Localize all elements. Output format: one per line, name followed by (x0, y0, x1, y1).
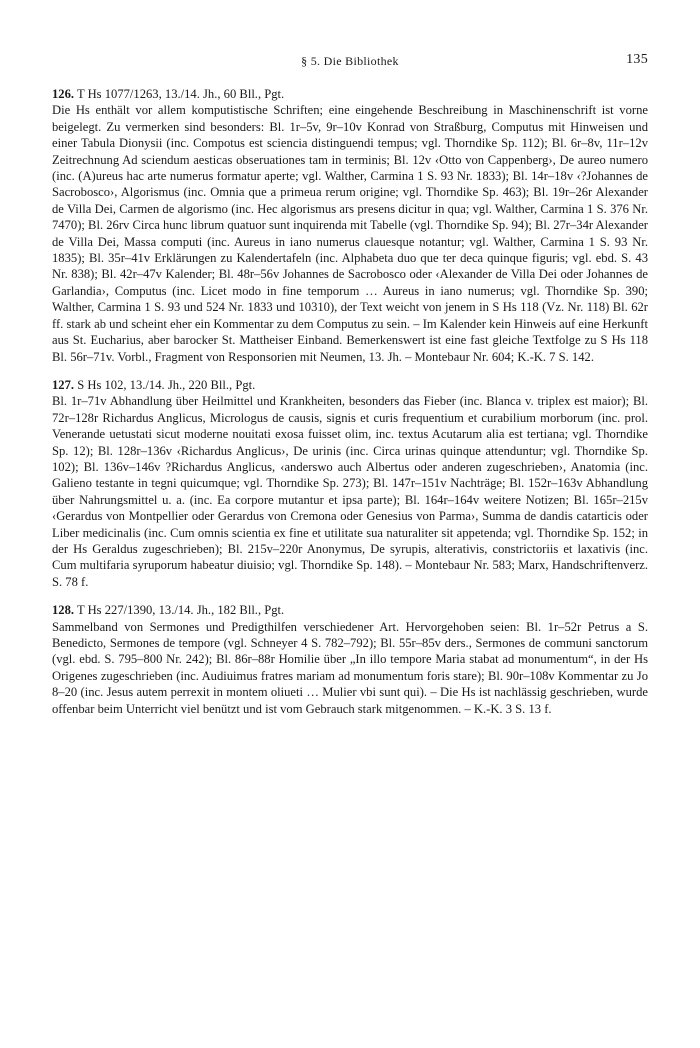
section-title: § 5. Die Bibliothek (301, 54, 399, 68)
running-head (52, 52, 648, 74)
entry-heading (52, 602, 648, 618)
catalog-entry-126 (52, 86, 648, 365)
document-page (52, 52, 648, 1012)
entry-heading (52, 377, 648, 393)
entry-description: Die Hs enthält vor allem komputistische Schriften; eine eingehende Beschreibung in Maschinenschrift ist vorne beigelegt. Zu vermerken sind besonders: Bl. 1r–5v, 9r–10v Konrad von Straßburg, Computus mit Hinweisen und einer Tabula Dionysii (inc. Compotus est sciencia distinguendi tempus; vgl. Thorndike Sp. 112); Bl. 6r–8v, 11r–12v Zeitrechnung Ad sciendum aesticas obseruationes tam in terminis; Bl. 12v ‹Otto von Cappenberg›, De aureo numero (inc. (A)ureus hac arte numerus formatur aperte; vgl. Walther, Carmina 1 S. 93 Nr. 1833); Bl. 14r–18v ‹?Johannes de Sacrobosco›, Algorismus (inc. Omnia que a primeua rerum origine; vgl. Thorndike Sp. 463); Bl. 19r–26r Alexander de Villa Dei, Carmen de algorismo (inc. Hec algorismus ars presens dicitur in qua; vgl. Walther, Carmina 1 S. 376 Nr. 7470); Bl. 26rv Circa hunc librum quatuor sunt inquirenda mit Tabelle (vgl. Thorndike Sp. 94); Bl. 27r–34r Alexander de Villa Dei, Massa computi (inc. Aureus in iano numerus clauesque notantur; vgl. Walther, Carmina 1 S. 93 Nr. 1835); Bl. 35r–41v Erklärungen zu Kalendertafeln (inc. Alphabeta duo que ter deca quinque figuris; vgl. ebd. S. 43 Nr. 838); Bl. 42r–47v Kalender; Bl. 48r–56v Johannes de Sacrobosco oder ‹Alexander de Villa Dei oder Johannes de Garlandia›, Computus (inc. Licet modo in fine temporum … Aureus in iano numerus; vgl. Thorndike Sp. 390; Walther, Carmina 1 S. 93 und 524 Nr. 1833 und 10310), der Text weicht von jenem in S Hs 118 (Vz. Nr. 118) Bl. 62r ff. stark ab und scheint eher ein Kommentar zu dem Computus zu sein. – Im Kalender kein Hinweis auf eine Herkunft aus St. Eucharius, aber barocker St. Mattheiser Einband. Bemerkenswert ist eine fast gleiche Textfolge zu S Hs 118 Bl. 56r–71v. Vorbl., Fragment von Responsorien mit Neumen, 13. Jh. – Montebaur Nr. 604; K.-K. 7 S. 142. (52, 103, 648, 364)
entry-heading (52, 86, 648, 102)
entry-description: Sammelband von Sermones und Predigthilfen verschiedener Art. Hervorgehoben seien: Bl. 1r–52r Petrus a S. Benedicto, Sermones de tempore (vgl. Schneyer 4 S. 782–792); Bl. 55r–85v ders., Sermones de communi sanctorum (vgl. ebd. S. 795–800 Nr. 242); Bl. 86r–88r Homilie über „In illo tempore Maria stabat ad monumentum“, in der Hs Origenes zugeschrieben (inc. Audiuimus fratres mariam ad monumentum foris stare); Bl. 90r–108v Kommentar zu Jo 8–20 (inc. Jesus autem perrexit in montem oliueti … Mulier vbi sunt qui). – Die Hs ist nachlässig geschrieben, wurde offenbar beim Unterricht viel benützt und ist vom Gebrauch stark mitgenommen. – K.-K. 3 S. 13 f. (52, 619, 648, 716)
page-number: 135 (626, 52, 648, 67)
catalog-entry-127 (52, 377, 648, 590)
entry-shelfmark: S Hs 102, 13./14. Jh., 220 Bll., Pgt. (77, 377, 256, 392)
entry-number: 128. (52, 603, 75, 618)
entry-shelfmark: T Hs 227/1390, 13./14. Jh., 182 Bll., Pgt. (76, 603, 285, 618)
entry-description: Bl. 1r–71v Abhandlung über Heilmittel und Krankheiten, besonders das Fieber (inc. Blanca v. triplex est maior); Bl. 72r–128r Richardus Anglicus, Micrologus de causis, signis et curis frequentium et curabilium morborum (inc. prol. Venerande uetustati sicut moderne nouitati exosa fuisset olim, inc. textus Acutarum alia est tertiana; vgl. Thorndike Sp. 12); Bl. 128r–136v ‹Richardus Anglicus›, De urinis (inc. Circa urinas quinque attenduntur; vgl. Thorndike Sp. 102); Bl. 136v–146v ?Richardus Anglicus, ‹anderswo auch Albertus oder anderen zugeschrieben›, Anatomia (inc. Galieno testante in tegni quicumque; vgl. Thorndike Sp. 273); Bl. 147r–151v Nachträge; Bl. 152r–163v Abhandlung über Nahrungsmittel u. a. (inc. Ea corpore mutantur et ipsa parte); Bl. 164r–164v weitere Notizen; Bl. 165r–215v ‹Gerardus von Montpellier oder Gerardus von Cremona oder Genesius von Parma›, Summa de dandis catarticis oder Liber medicinalis (inc. Cum omnis scientia ex fine et utilitate sua naturaliter sit appetenda; vgl. Thorndike Sp. 152; in der Hs Geraldus zugeschrieben); Bl. 215v–220r Anonymus, De syrupis, alterativis, constrictoriis et laxativis (inc. Cum multifaria syruporum habeatur diuisio; vgl. Thorndike Sp. 148). – Montebaur Nr. 583; Marx, Handschriftenverz. S. 78 f. (52, 394, 648, 589)
catalog-entry-128 (52, 602, 648, 717)
entry-number: 127. (52, 377, 75, 392)
entry-shelfmark: T Hs 1077/1263, 13./14. Jh., 60 Bll., Pgt. (76, 87, 285, 101)
entry-number: 126. (52, 87, 75, 101)
